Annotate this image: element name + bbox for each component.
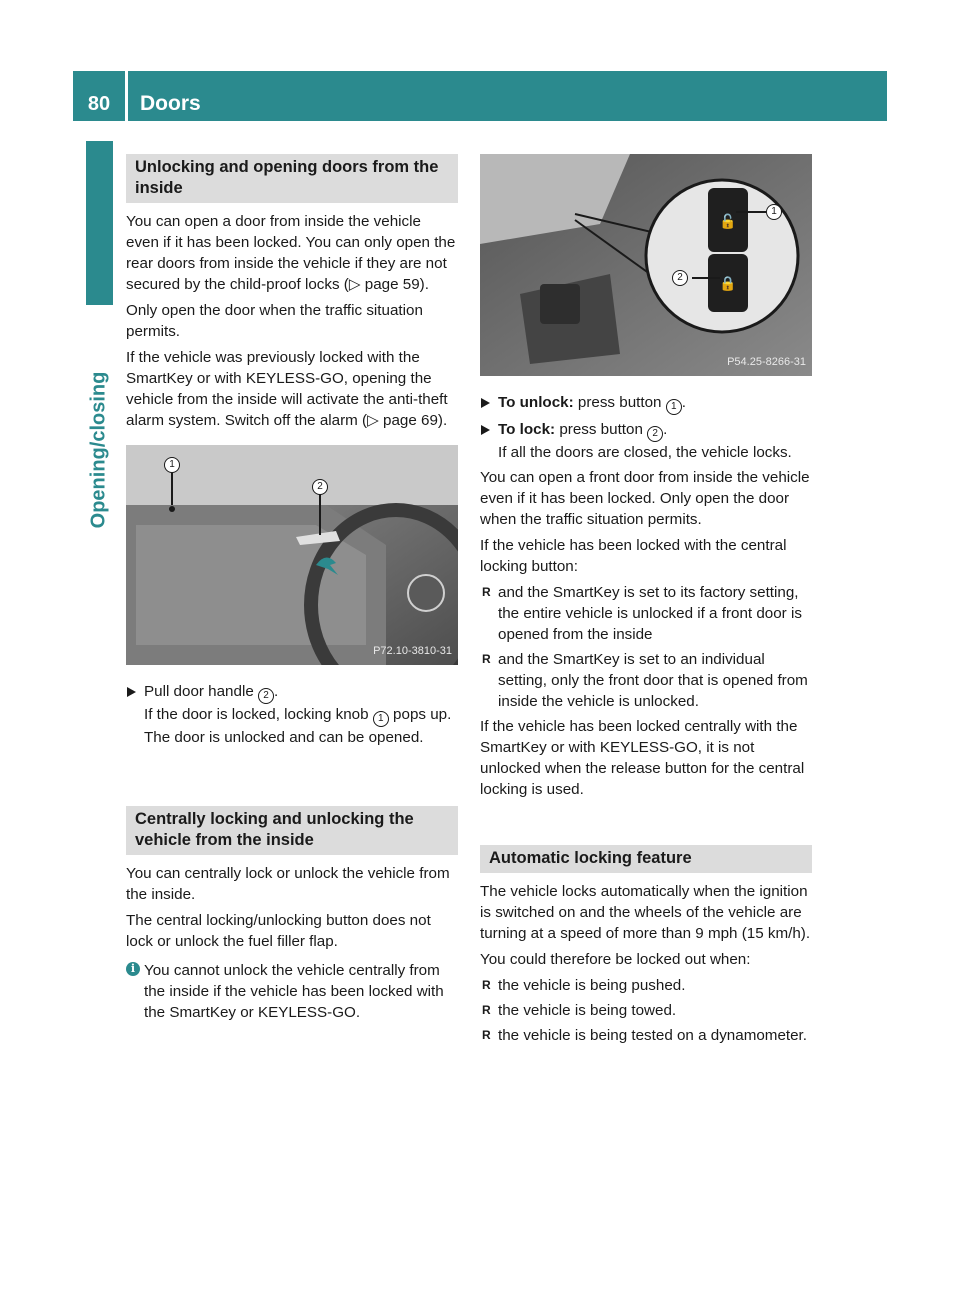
paragraph: If the vehicle has been locked centrally with the SmartKey or with KEYLESS-GO, it is not unlocked when the release button for the central locking is used.: [480, 718, 805, 798]
list-item: R and the SmartKey is set to its factory setting, the entire vehicle is unlocked if a front door is opened from the inside: [480, 582, 812, 645]
section-heading-unlocking: Unlocking and opening doors from the inside: [126, 154, 458, 203]
svg-text:🔓: 🔓: [719, 214, 737, 230]
info-icon: i: [126, 962, 140, 976]
instruction-step-lock: To lock: press button 2 . If all the doors are closed, the vehicle locks.: [480, 419, 812, 463]
lock-buttons-figure: [480, 154, 812, 376]
chapter-title: Doors: [140, 92, 201, 115]
paragraph: You can open a door from inside the vehicle even if it has been locked. You can only open the rear doors from inside the vehicle if they are not secured by the child-proof locks (▷ page 59).: [126, 213, 456, 293]
callout-ref: 2: [647, 426, 663, 442]
right-column: [480, 154, 812, 1050]
info-note: i You cannot unlock the vehicle centrally from the inside if the vehicle has been locked with the SmartKey or KEYLESS-GO.: [126, 960, 458, 1023]
door-interior-illustration: [126, 445, 458, 665]
paragraph: The central locking/unlocking button does not lock or unlock the fuel filler flap.: [126, 912, 431, 950]
figure-callout-2: 2: [312, 479, 328, 495]
paragraph: Only open the door when the traffic situation permits.: [126, 302, 423, 340]
door-handle-figure: [126, 445, 458, 665]
figure-callout-1: 1: [766, 204, 782, 220]
section-heading-automatic-locking: Automatic locking feature: [480, 845, 812, 873]
list-item: R the vehicle is being towed.: [480, 1000, 812, 1021]
paragraph: You can centrally lock or unlock the vehicle from the inside.: [126, 865, 450, 903]
lock-buttons-illustration: [480, 154, 812, 376]
instruction-step-unlock: To unlock: press button 1 .: [480, 392, 812, 415]
instruction-step: Pull door handle 2 . If the door is locked, locking knob 1 pops up. The door is unlocked and can be opened.: [126, 681, 458, 748]
side-tab-marker: [86, 141, 113, 305]
figure-callout-1: 1: [164, 457, 180, 473]
side-section-label: Opening/closing: [87, 371, 110, 529]
paragraph: You can open a front door from inside the vehicle even if it has been locked. Only open the door when the traffic situation permits.: [480, 469, 810, 528]
callout-ref: 1: [373, 711, 389, 727]
paragraph: The vehicle locks automatically when the ignition is switched on and the wheels of the vehicle are turning at a speed of more than 9 mph (15 km/h).: [480, 883, 811, 942]
list-item: R the vehicle is being tested on a dynamometer.: [480, 1025, 812, 1046]
page-number: 80: [87, 93, 111, 115]
callout-ref: 1: [666, 399, 682, 415]
left-column: [126, 154, 458, 1023]
header-divider: [125, 71, 128, 121]
paragraph: If the vehicle was previously locked with the SmartKey or with KEYLESS-GO, opening the vehicle from the inside will activate the anti-theft alarm system. Switch off the alarm (▷ page 69).: [126, 349, 448, 429]
figure-callout-2: 2: [672, 270, 688, 286]
list-item: R the vehicle is being pushed.: [480, 975, 812, 996]
callout-ref: 2: [258, 688, 274, 704]
figure-code: P54.25-8266-31: [727, 356, 806, 368]
paragraph: You could therefore be locked out when:: [480, 951, 751, 968]
list-item: R and the SmartKey is set to an individual setting, only the front door that is opened from inside the vehicle is unlocked.: [480, 649, 812, 712]
paragraph: If the vehicle has been locked with the central locking button:: [480, 537, 787, 575]
figure-code: P72.10-3810-31: [373, 645, 452, 657]
svg-text:🔒: 🔒: [719, 276, 737, 292]
section-heading-central-locking: Centrally locking and unlocking the vehicle from the inside: [126, 806, 458, 855]
